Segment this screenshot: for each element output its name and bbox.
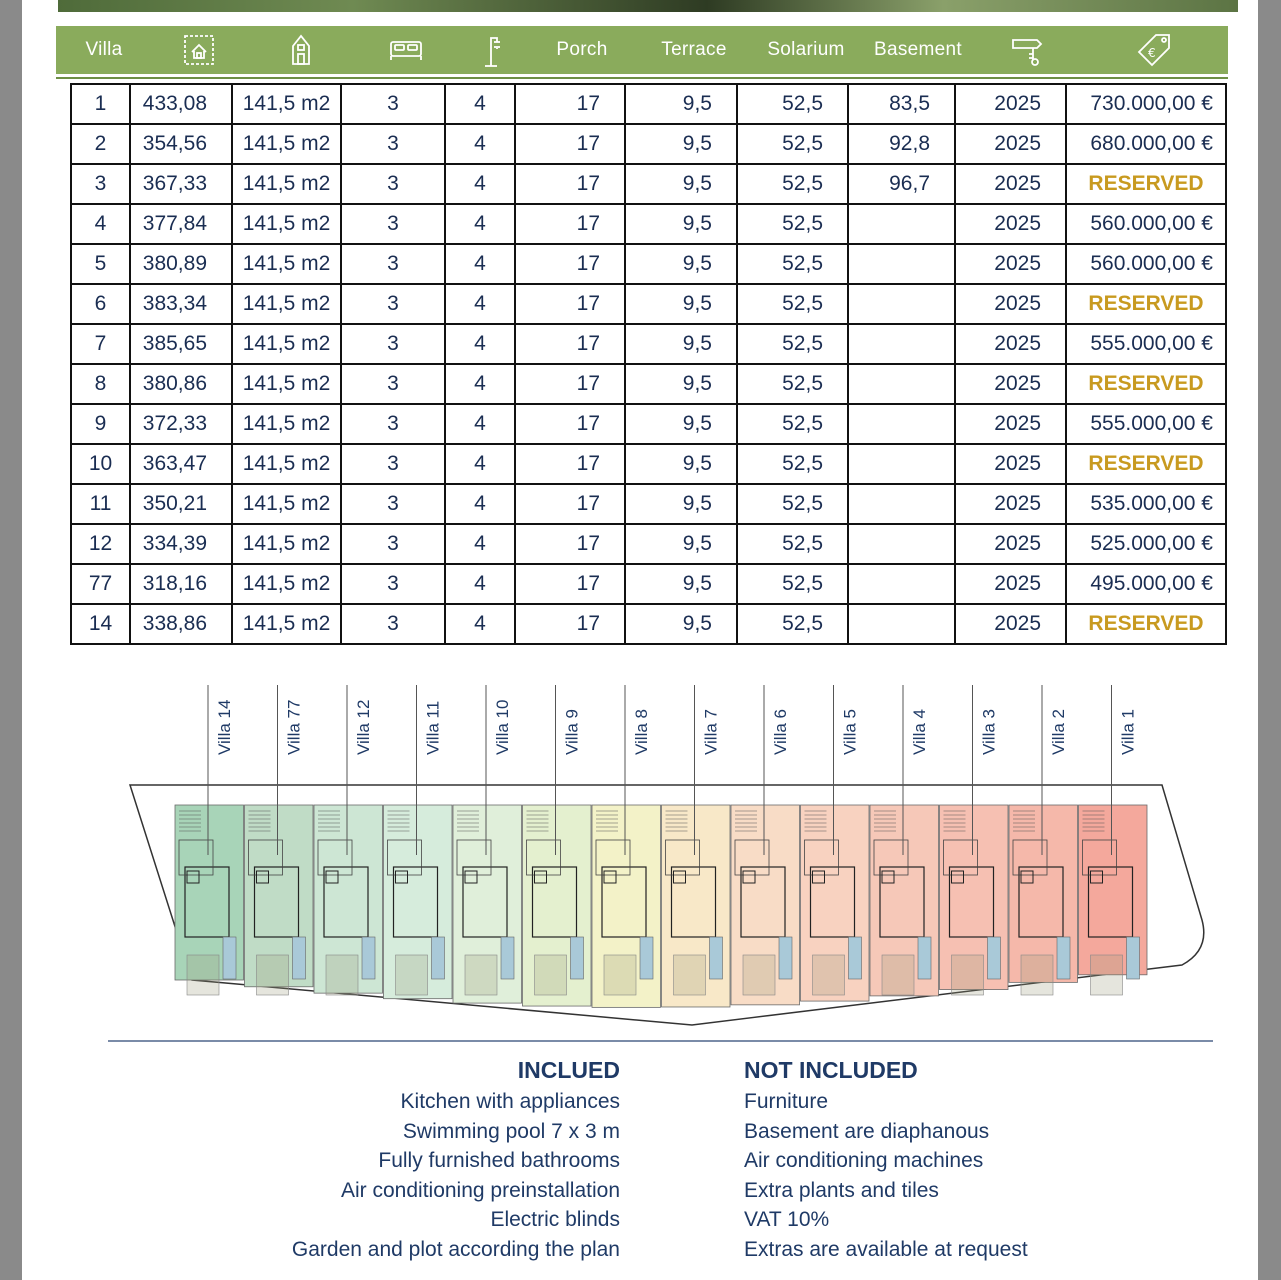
table-cell: 4 xyxy=(445,204,515,244)
table-cell: 17 xyxy=(515,524,625,564)
table-cell: 52,5 xyxy=(737,524,848,564)
table-cell: 2025 xyxy=(955,604,1066,644)
table-cell: 141,5 m2 xyxy=(232,84,341,124)
table-cell: 9,5 xyxy=(625,124,737,164)
table-cell: 141,5 m2 xyxy=(232,404,341,444)
table-cell xyxy=(848,444,955,484)
table-cell: 433,08 xyxy=(130,84,232,124)
not-included-item: VAT 10% xyxy=(744,1208,830,1232)
table-cell: 17 xyxy=(515,84,625,124)
villa-label: Villa 10 xyxy=(493,699,512,755)
table-row xyxy=(71,404,1226,444)
table-cell: 9,5 xyxy=(625,284,737,324)
table-cell: 2025 xyxy=(955,444,1066,484)
table-cell: 4 xyxy=(445,604,515,644)
table-cell: 318,16 xyxy=(130,564,232,604)
included-item: Fully furnished bathrooms xyxy=(378,1149,620,1173)
table-cell: 141,5 m2 xyxy=(232,524,341,564)
table-cell: 3 xyxy=(341,124,445,164)
shower-icon xyxy=(456,26,526,74)
table-cell: 2 xyxy=(71,124,130,164)
table-cell: 372,33 xyxy=(130,404,232,444)
table-cell: 350,21 xyxy=(130,484,232,524)
villa-label: Villa 8 xyxy=(632,709,651,755)
table-row xyxy=(71,484,1226,524)
table-cell: 3 xyxy=(341,244,445,284)
table-row xyxy=(71,324,1226,364)
table-cell: 52,5 xyxy=(737,164,848,204)
table-cell: 141,5 m2 xyxy=(232,124,341,164)
table-cell: 9,5 xyxy=(625,604,737,644)
table-cell: 17 xyxy=(515,564,625,604)
villa-label: Villa 9 xyxy=(562,709,582,755)
table-row xyxy=(71,524,1226,564)
table-cell: 17 xyxy=(515,164,625,204)
villa-label: Villa 7 xyxy=(701,709,721,755)
not-included-title: NOT INCLUDED xyxy=(744,1057,918,1083)
table-cell: 52,5 xyxy=(737,564,848,604)
table-cell: 4 xyxy=(445,564,515,604)
table-cell: 9,5 xyxy=(625,244,737,284)
table-cell: 141,5 m2 xyxy=(232,284,341,324)
table-row xyxy=(71,244,1226,284)
price-tag-icon xyxy=(1080,26,1228,74)
table-cell: 141,5 m2 xyxy=(232,444,341,484)
table-cell: 2025 xyxy=(955,164,1066,204)
table-cell: 4 xyxy=(445,324,515,364)
table-cell: 680.000,00 € xyxy=(1066,124,1226,164)
table-cell: 495.000,00 € xyxy=(1066,564,1226,604)
table-cell: 1 xyxy=(71,84,130,124)
table-cell: 334,39 xyxy=(130,524,232,564)
not-included-item: Air conditioning machines xyxy=(744,1149,984,1173)
table-cell xyxy=(848,524,955,564)
table-cell: 3 xyxy=(341,604,445,644)
table-cell: 17 xyxy=(515,404,625,444)
table-cell: 9,5 xyxy=(625,364,737,404)
plot-icon xyxy=(152,26,246,74)
table-cell: 354,56 xyxy=(130,124,232,164)
table-cell: 2025 xyxy=(955,524,1066,564)
villa-label: Villa 12 xyxy=(354,699,373,755)
table-cell: 52,5 xyxy=(737,444,848,484)
table-cell: 377,84 xyxy=(130,204,232,244)
table-cell xyxy=(848,244,955,284)
villa-label: Villa 6 xyxy=(771,709,790,755)
table-cell: 4 xyxy=(445,284,515,324)
table-cell: 2025 xyxy=(955,284,1066,324)
table-cell: 52,5 xyxy=(737,404,848,444)
table-cell: 17 xyxy=(515,204,625,244)
table-cell: 560.000,00 € xyxy=(1066,244,1226,284)
table-cell: 52,5 xyxy=(737,364,848,404)
table-cell: 2025 xyxy=(955,244,1066,284)
table-cell: 17 xyxy=(515,324,625,364)
table-cell: 555.000,00 € xyxy=(1066,324,1226,364)
villa-label: Villa 77 xyxy=(284,699,304,755)
key-icon xyxy=(974,26,1080,74)
table-cell: RESERVED xyxy=(1066,604,1226,644)
included-item: Swimming pool 7 x 3 m xyxy=(402,1119,620,1143)
table-cell: 11 xyxy=(71,484,130,524)
header-porch: Porch xyxy=(556,39,608,60)
villa-plot xyxy=(384,805,453,999)
table-cell: 3 xyxy=(341,524,445,564)
table-cell: 141,5 m2 xyxy=(232,564,341,604)
table-cell: RESERVED xyxy=(1066,164,1226,204)
table-cell: 535.000,00 € xyxy=(1066,484,1226,524)
table-row xyxy=(71,604,1226,644)
table-cell: 14 xyxy=(71,604,130,644)
table-cell: RESERVED xyxy=(1066,364,1226,404)
table-cell: 52,5 xyxy=(737,244,848,284)
table-cell: 141,5 m2 xyxy=(232,204,341,244)
table-cell: 3 xyxy=(341,404,445,444)
table-cell xyxy=(848,604,955,644)
table-cell: 5 xyxy=(71,244,130,284)
table-cell: 17 xyxy=(515,484,625,524)
divider xyxy=(108,1040,1213,1042)
table-cell: 385,65 xyxy=(130,324,232,364)
header-villa: Villa xyxy=(85,39,123,60)
table-cell: 2025 xyxy=(955,364,1066,404)
table-cell xyxy=(848,324,955,364)
header-solarium: Solarium xyxy=(767,39,845,60)
table-cell: 9 xyxy=(71,404,130,444)
table-cell: RESERVED xyxy=(1066,444,1226,484)
villa-plot xyxy=(592,805,661,1007)
table-cell: 8 xyxy=(71,364,130,404)
table-cell: 2025 xyxy=(955,404,1066,444)
not-included-item: Furniture xyxy=(744,1090,829,1113)
table-cell: 17 xyxy=(515,444,625,484)
villa-label: Villa 4 xyxy=(910,709,929,755)
villa-plot xyxy=(801,805,870,1001)
included-item: Electric blinds xyxy=(490,1208,620,1232)
table-cell: 3 xyxy=(71,164,130,204)
villa-plot xyxy=(1079,805,1148,995)
included-list xyxy=(202,1055,620,1265)
table-row xyxy=(71,84,1226,124)
header-photo xyxy=(58,0,1238,12)
table-cell: 2025 xyxy=(955,84,1066,124)
villa-label: Villa 2 xyxy=(1049,709,1068,755)
villa-plot xyxy=(1009,805,1078,995)
house-icon xyxy=(246,26,356,74)
bed-icon xyxy=(356,26,456,74)
table-cell: 4 xyxy=(445,524,515,564)
table-cell: 380,89 xyxy=(130,244,232,284)
villa-label: Villa 3 xyxy=(979,709,999,755)
table-cell: 9,5 xyxy=(625,164,737,204)
included-item: Garden and plot according the plan xyxy=(291,1237,620,1261)
table-cell: 4 xyxy=(445,164,515,204)
table-cell: 2025 xyxy=(955,484,1066,524)
table-row xyxy=(71,124,1226,164)
table-cell: 52,5 xyxy=(737,324,848,364)
villa-plot xyxy=(870,805,939,996)
table-cell: 52,5 xyxy=(737,204,848,244)
table-cell: 141,5 m2 xyxy=(232,324,341,364)
table-cell: 92,8 xyxy=(848,124,955,164)
table-cell: 4 xyxy=(445,484,515,524)
table-cell: 4 xyxy=(445,364,515,404)
table-cell: 17 xyxy=(515,364,625,404)
table-cell: 2025 xyxy=(955,564,1066,604)
table-cell: 525.000,00 € xyxy=(1066,524,1226,564)
villa-label: Villa 14 xyxy=(215,699,234,755)
table-cell: 367,33 xyxy=(130,164,232,204)
table-cell: 141,5 m2 xyxy=(232,164,341,204)
header-basement: Basement xyxy=(874,39,962,60)
table-cell: 83,5 xyxy=(848,84,955,124)
villa-plot xyxy=(175,805,244,995)
table-cell: 9,5 xyxy=(625,484,737,524)
table-cell: 3 xyxy=(341,164,445,204)
table-cell: 9,5 xyxy=(625,204,737,244)
villa-plot xyxy=(940,805,1009,995)
table-cell: 3 xyxy=(341,564,445,604)
table-cell: 77 xyxy=(71,564,130,604)
villa-plot xyxy=(245,805,314,995)
table-row xyxy=(71,164,1226,204)
included-item: Air conditioning preinstallation xyxy=(341,1178,620,1202)
included-item: Kitchen with appliances xyxy=(400,1090,620,1113)
villa-plot xyxy=(662,805,731,1007)
table-cell: 3 xyxy=(341,284,445,324)
table-cell: 52,5 xyxy=(737,604,848,644)
table-cell: 141,5 m2 xyxy=(232,364,341,404)
table-cell xyxy=(848,564,955,604)
villa-plot xyxy=(731,805,800,1005)
table-cell: 338,86 xyxy=(130,604,232,644)
table-cell: 3 xyxy=(341,364,445,404)
table-cell: 560.000,00 € xyxy=(1066,204,1226,244)
table-cell: 9,5 xyxy=(625,84,737,124)
table-cell: 4 xyxy=(71,204,130,244)
table-cell: 17 xyxy=(515,284,625,324)
table-cell: 9,5 xyxy=(625,444,737,484)
villa-label: Villa 11 xyxy=(423,700,443,755)
table-cell: 3 xyxy=(341,484,445,524)
table-cell: 4 xyxy=(445,124,515,164)
table-cell: 52,5 xyxy=(737,84,848,124)
table-cell: 380,86 xyxy=(130,364,232,404)
table-cell: 141,5 m2 xyxy=(232,484,341,524)
not-included-item: Extras are available at request xyxy=(744,1237,1028,1261)
table-cell: 3 xyxy=(341,444,445,484)
price-list-page xyxy=(22,0,1258,1280)
villa-plot xyxy=(523,805,592,1006)
table-cell: 3 xyxy=(341,204,445,244)
table-cell xyxy=(848,204,955,244)
table-cell: 2025 xyxy=(955,324,1066,364)
not-included-list xyxy=(744,1055,1204,1265)
table-cell: RESERVED xyxy=(1066,284,1226,324)
table-cell: 17 xyxy=(515,604,625,644)
villa-plot xyxy=(453,805,522,1003)
table-row xyxy=(71,564,1226,604)
table-cell: 555.000,00 € xyxy=(1066,404,1226,444)
table-cell: 17 xyxy=(515,124,625,164)
table-cell: 4 xyxy=(445,404,515,444)
table-cell: 9,5 xyxy=(625,404,737,444)
table-cell: 2025 xyxy=(955,124,1066,164)
svg-text:€: € xyxy=(1148,46,1156,60)
table-cell: 141,5 m2 xyxy=(232,244,341,284)
villa-label: Villa 1 xyxy=(1118,709,1138,755)
table-cell xyxy=(848,404,955,444)
table-cell: 12 xyxy=(71,524,130,564)
table-cell: 7 xyxy=(71,324,130,364)
included-title: INCLUED xyxy=(517,1057,620,1083)
table-row xyxy=(71,444,1226,484)
table-cell xyxy=(848,284,955,324)
table-cell: 9,5 xyxy=(625,524,737,564)
table-row xyxy=(71,284,1226,324)
table-cell: 17 xyxy=(515,244,625,284)
table-cell: 4 xyxy=(445,84,515,124)
not-included-item: Extra plants and tiles xyxy=(744,1178,939,1202)
table-cell: 9,5 xyxy=(625,324,737,364)
table-cell: 9,5 xyxy=(625,564,737,604)
table-cell: 52,5 xyxy=(737,284,848,324)
table-cell: 3 xyxy=(341,84,445,124)
villa-label: Villa 5 xyxy=(840,709,860,755)
table-cell: 383,34 xyxy=(130,284,232,324)
table-cell: 96,7 xyxy=(848,164,955,204)
table-cell: 141,5 m2 xyxy=(232,604,341,644)
table-cell: 2025 xyxy=(955,204,1066,244)
table-row xyxy=(71,364,1226,404)
table-cell xyxy=(848,484,955,524)
table-cell: 363,47 xyxy=(130,444,232,484)
table-cell: 52,5 xyxy=(737,124,848,164)
table-cell xyxy=(848,364,955,404)
table-header xyxy=(56,26,1228,77)
table-row xyxy=(71,204,1226,244)
villas-table xyxy=(70,83,1227,645)
table-cell: 52,5 xyxy=(737,484,848,524)
site-plan xyxy=(102,680,1222,1030)
table-cell: 10 xyxy=(71,444,130,484)
villa-plot xyxy=(314,805,383,995)
table-cell: 4 xyxy=(445,444,515,484)
table-cell: 6 xyxy=(71,284,130,324)
not-included-item: Basement are diaphanous xyxy=(744,1119,990,1143)
table-cell: 3 xyxy=(341,324,445,364)
header-terrace: Terrace xyxy=(661,39,727,60)
table-cell: 4 xyxy=(445,244,515,284)
table-cell: 730.000,00 € xyxy=(1066,84,1226,124)
